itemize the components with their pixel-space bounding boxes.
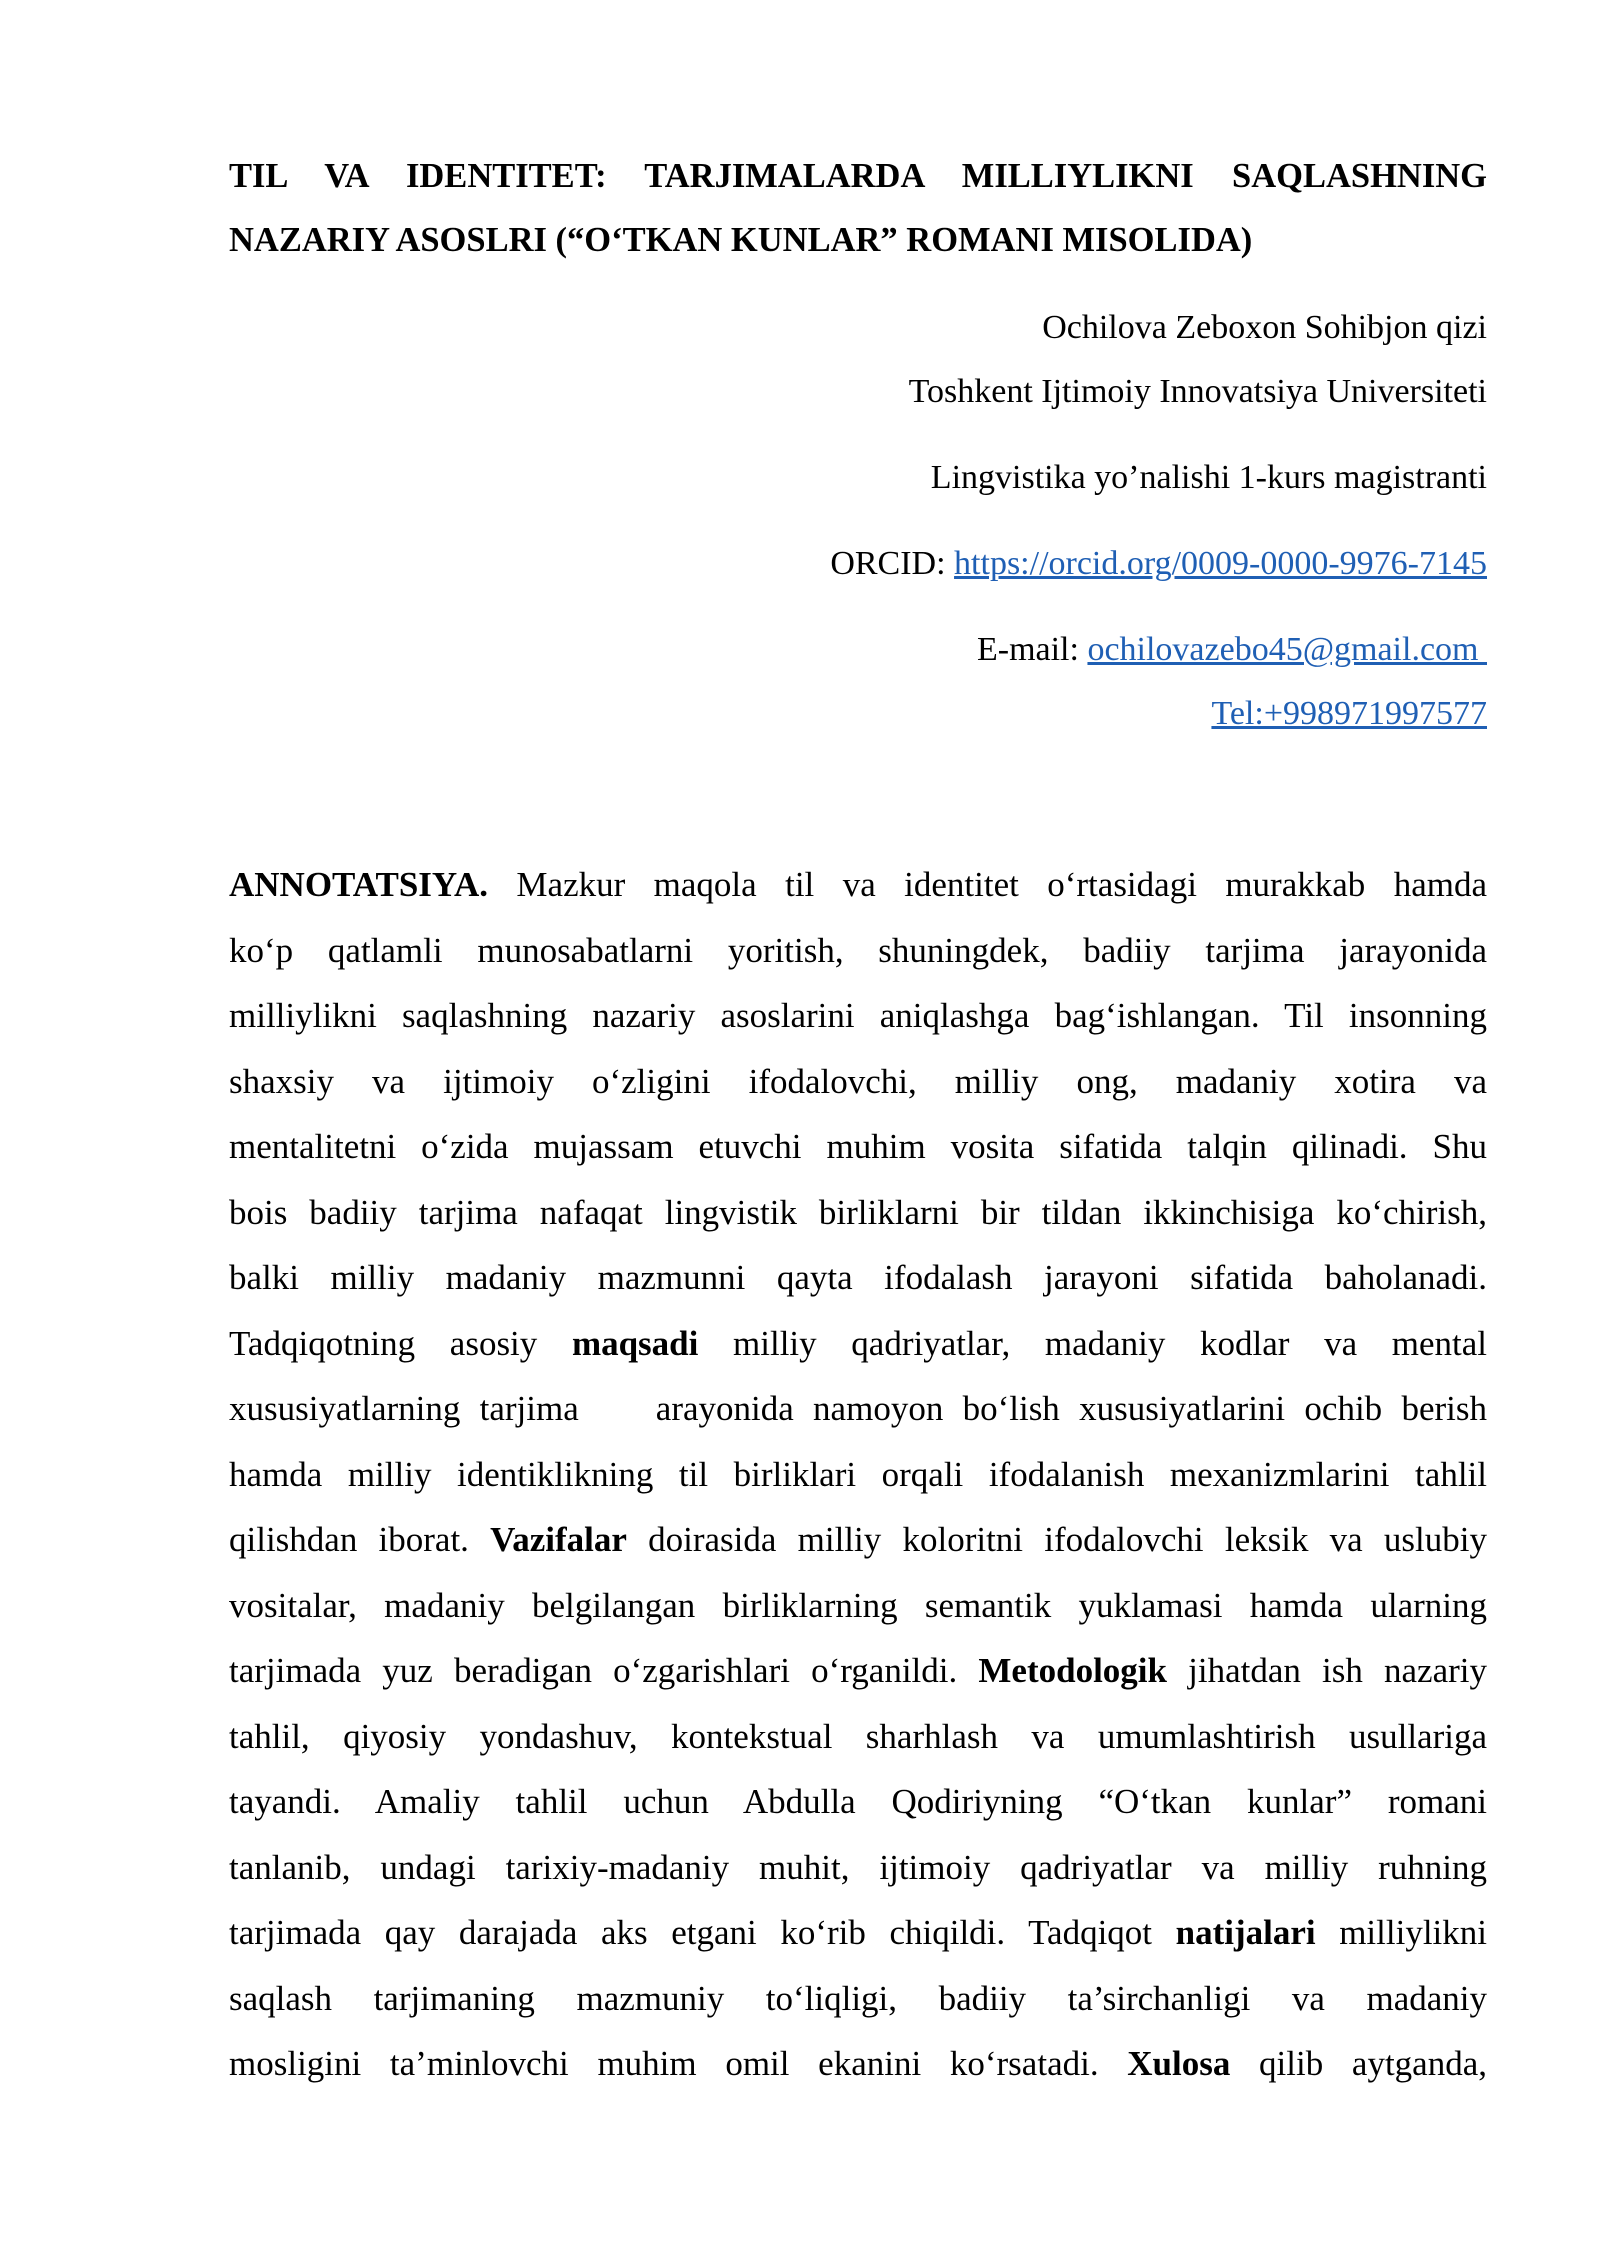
abstract-line-5: mentalitetni o‘zida mujassam etuvchi muhim vosita sifatida talqin qilinadi. Shu: [229, 1127, 1487, 1166]
author-phone: [229, 682, 1487, 746]
orcid-link[interactable]: https://orcid.org/0009-0000-9976-7145: [954, 545, 1487, 582]
phone-link[interactable]: Tel:+998971997577: [1211, 695, 1487, 732]
author-block: [229, 296, 1487, 746]
abstract: [229, 852, 1487, 2097]
keyword-xulosa: Xulosa: [1127, 2044, 1231, 2083]
email-link-trailing-space: [1479, 631, 1488, 668]
title-line-1: TIL VA IDENTITET: TARJIMALARDA MILLIYLIKNI SAQLASHNING: [229, 157, 1487, 195]
abstract-line-3: milliylikni saqlashning nazariy asoslarini aniqlashga bag‘ishlangan. Til insonning: [229, 996, 1487, 1035]
paper-title: [229, 144, 1487, 272]
abstract-heading: ANNOTATSIYA.: [229, 865, 488, 904]
abstract-line-12: vositalar, madaniy belgilangan birliklarning semantik yuklamasi hamda ularning: [229, 1585, 1487, 1625]
keyword-maqsadi: maqsadi: [571, 1323, 699, 1363]
abstract-line-19: mosligini ta’minlovchi muhim omil ekanini ko‘rsatadi. Xulosa qilib aytganda,: [229, 2044, 1487, 2083]
keyword-vazifalar: Vazifalar: [490, 1520, 627, 1559]
abstract-line-16: tanlanib, undagi tarixiy-madaniy muhit, ijtimoiy qadriyatlar va milliy ruhning: [229, 1847, 1487, 1887]
abstract-line-8: Tadqiqotning asosiy maqsadi milliy qadriyatlar, madaniy kodlar va mental: [229, 1323, 1487, 1363]
abstract-line-11: qilishdan iborat. Vazifalar doirasida milliy koloritni ifodalovchi leksik va uslubiy: [229, 1520, 1487, 1559]
email-link[interactable]: ochilovazebo45@gmail.com: [1087, 631, 1479, 668]
abstract-line-18: saqlash tarjimaning mazmuniy to‘liqligi, badiiy ta’sirchanligi va madaniy: [229, 1978, 1487, 2018]
author-program: Lingvistika yo’nalishi 1-kurs magistranti: [930, 459, 1487, 496]
author-email: [229, 618, 1487, 682]
abstract-line-9: xususiyatlarning tarjima arayonida namoyon bo‘lish xususiyatlarini ochib berish: [229, 1389, 1487, 1428]
abstract-line-15: tayandi. Amaliy tahlil uchun Abdulla Qodiriyning “O‘tkan kunlar” romani: [229, 1782, 1487, 1821]
author-name: Ochilova Zeboxon Sohibjon qizi: [1042, 309, 1487, 346]
abstract-line-10: hamda milliy identiklikning til birliklari orqali ifodalanish mexanizmlarini tahlil: [229, 1454, 1487, 1494]
abstract-line-2: ko‘p qatlamli munosabatlarni yoritish, shuningdek, badiiy tarjima jarayonida: [229, 930, 1487, 970]
abstract-line-7: balki milliy madaniy mazmunni qayta ifodalash jarayoni sifatida baholanadi.: [229, 1258, 1487, 1297]
author-university: Toshkent Ijtimoiy Innovatsiya Universiteti: [908, 373, 1487, 410]
keyword-metodologik: Metodologik: [978, 1651, 1167, 1690]
abstract-line-13: tarjimada yuz beradigan o‘zgarishlari o‘rganildi. Metodologik jihatdan ish nazariy: [229, 1651, 1487, 1690]
title-line-2: NAZARIY ASOSLRI (“O‘TKAN KUNLAR” ROMANI MISOLIDA): [229, 221, 1253, 259]
orcid-label: ORCID:: [830, 545, 955, 582]
abstract-line-4: shaxsiy va ijtimoiy o‘zligini ifodalovchi, milliy ong, madaniy xotira va: [229, 1061, 1487, 1101]
abstract-line-14: tahlil, qiyosiy yondashuv, kontekstual sharhlash va umumlashtirish usullariga: [229, 1716, 1487, 1756]
abstract-line-1: ANNOTATSIYA. Mazkur maqola til va identitet o‘rtasidagi murakkab hamda: [229, 865, 1487, 904]
keyword-natijalari: natijalari: [1175, 1913, 1316, 1952]
email-label: E-mail:: [976, 631, 1088, 668]
abstract-line-17: tarjimada qay darajada aks etgani ko‘rib chiqildi. Tadqiqot natijalari milliylikni: [229, 1913, 1487, 1952]
author-orcid: [229, 532, 1487, 596]
abstract-line-6: bois badiiy tarjima nafaqat lingvistik birliklarni bir tildan ikkinchisiga ko‘chirish,: [229, 1192, 1487, 1232]
